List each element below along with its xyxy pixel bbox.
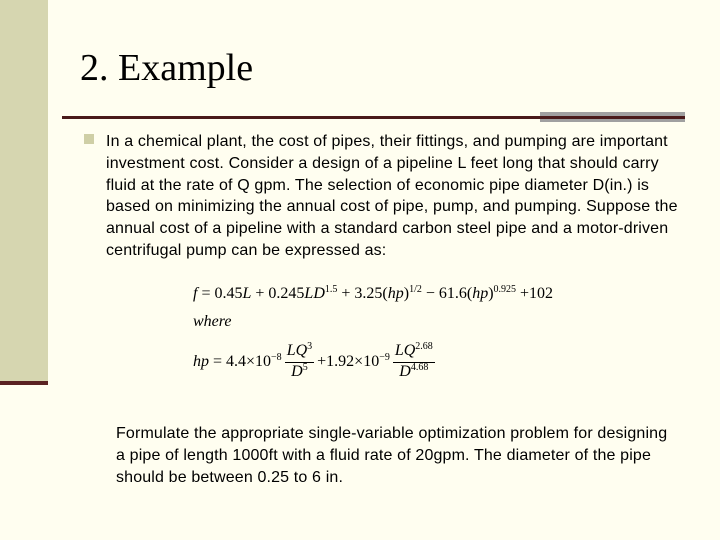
slide-sidebar-bar: [0, 0, 48, 385]
problem-statement: In a chemical plant, the cost of pipes, their fittings, and pumping are important investment cost. Consider a design of a pipeline L feet long that should carry fluid at the rate of Q gpm. The selection of economic pipe diameter D(in.) is based on minimizing the annual cost of pipe, pump, and pumping. Suppose the annual cost of a pipeline with a standard carbon steel pipe and a motor-driven centrifugal pump can be expressed as:: [106, 133, 678, 259]
slide-title: 2. Example: [80, 47, 254, 89]
title-divider: [62, 116, 540, 119]
bullet-square-icon: [84, 134, 94, 144]
where-label: where: [193, 313, 232, 330]
task-statement: Formulate the appropriate single-variable optimization problem for designing a pipe of length 1000ft with a fluid rate of 20gpm. The diameter of the pipe should be between 0.25 to 6 in.: [116, 425, 668, 486]
title-divider-overlay: [540, 116, 685, 119]
horsepower-equation: hp = $4.4\times 10^{-8}$ $\frac{LQ^3}{D^5}$ $+1.92\times 10^{-9}$ $\frac{LQ^{2.68}}{D^{4.68}}$: [193, 341, 433, 380]
sidebar-accent-line: [0, 381, 48, 385]
cost-equation: $f = 0.45L + 0.245LD^{1.5} + 3.25(hp)^{1/2} - 61.6(hp)^{0.925} +102$: [193, 284, 554, 302]
